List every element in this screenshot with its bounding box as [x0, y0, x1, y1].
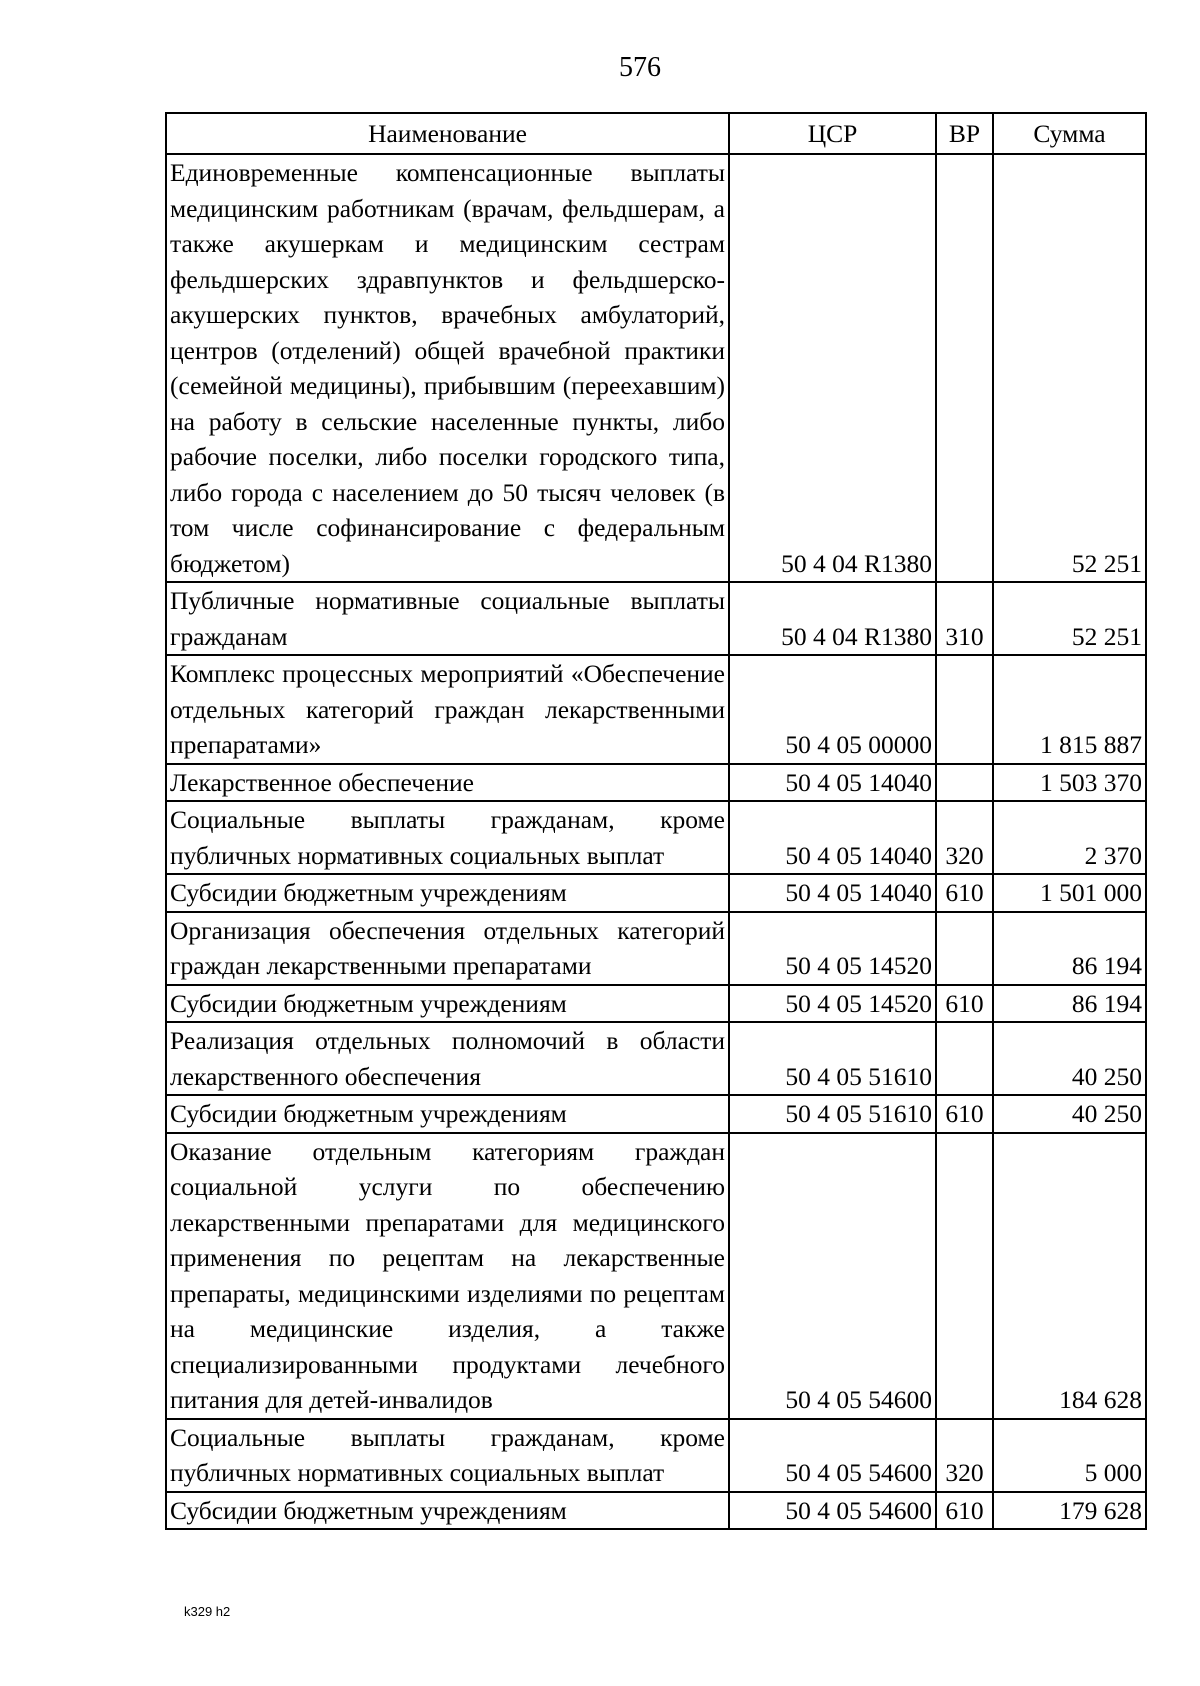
row-csr: 50 4 05 54600 — [729, 1492, 936, 1530]
row-name: Организация обеспечения отдельных категорий граждан лекарственными препаратами — [166, 912, 729, 985]
row-csr: 50 4 05 54600 — [729, 1419, 936, 1492]
row-name: Социальные выплаты гражданам, кроме публичных нормативных социальных выплат — [166, 801, 729, 874]
row-sum: 86 194 — [993, 985, 1146, 1023]
row-sum: 1 503 370 — [993, 764, 1146, 802]
row-vr: 610 — [936, 874, 993, 912]
table-row — [166, 154, 1146, 582]
footer-code: k329 h2 — [184, 1604, 231, 1619]
row-csr: 50 4 05 14520 — [729, 985, 936, 1023]
row-vr — [936, 1022, 993, 1095]
row-csr: 50 4 05 14040 — [729, 764, 936, 802]
row-sum: 52 251 — [993, 582, 1146, 655]
page-number: 576 — [619, 52, 661, 83]
table-row — [166, 801, 1146, 874]
row-sum: 1 815 887 — [993, 655, 1146, 764]
row-vr — [936, 912, 993, 985]
row-vr — [936, 1133, 993, 1419]
row-name: Субсидии бюджетным учреждениям — [166, 1095, 729, 1133]
row-name: Единовременные компенсационные выплаты медицинским работникам (врачам, фельдшерам, а также акушеркам и медицинским сестрам фельдшерских здравпунктов и фельдшерско-акушерских пунктов, врачебных амбулаторий, центров (отделений) общей врачебной практики (семейной медицины), прибывшим (переехавшим) на работу в сельские населенные пункты, либо рабочие поселки, либо поселки городского типа, либо города с населением до 50 тысяч человек (в том числе софинансирование с федеральным бюджетом) — [166, 154, 729, 582]
row-sum: 2 370 — [993, 801, 1146, 874]
row-csr: 50 4 05 14040 — [729, 874, 936, 912]
table-row — [166, 1419, 1146, 1492]
row-sum: 40 250 — [993, 1022, 1146, 1095]
table-row — [166, 874, 1146, 912]
row-name: Комплекс процессных мероприятий «Обеспечение отдельных категорий граждан лекарственными препаратами» — [166, 655, 729, 764]
row-sum: 179 628 — [993, 1492, 1146, 1530]
row-sum: 52 251 — [993, 154, 1146, 582]
row-sum: 40 250 — [993, 1095, 1146, 1133]
row-sum: 5 000 — [993, 1419, 1146, 1492]
row-csr: 50 4 05 14520 — [729, 912, 936, 985]
row-vr: 310 — [936, 582, 993, 655]
row-sum: 184 628 — [993, 1133, 1146, 1419]
table-row — [166, 1492, 1146, 1530]
row-csr: 50 4 04 R1380 — [729, 582, 936, 655]
header-vr: ВР — [936, 113, 993, 154]
table-row — [166, 764, 1146, 802]
row-vr — [936, 655, 993, 764]
table-row — [166, 655, 1146, 764]
header-csr: ЦСР — [729, 113, 936, 154]
row-name: Оказание отдельным категориям граждан социальной услуги по обеспечению лекарственными препаратами для медицинского применения по рецептам на лекарственные препараты, медицинскими изделиями по рецептам на медицинские изделия, а также специализированными продуктами лечебного питания для детей-инвалидов — [166, 1133, 729, 1419]
table-row — [166, 985, 1146, 1023]
table-header-row — [166, 113, 1146, 154]
row-name: Реализация отдельных полномочий в области лекарственного обеспечения — [166, 1022, 729, 1095]
budget-table — [165, 112, 1147, 1530]
row-csr: 50 4 05 51610 — [729, 1022, 936, 1095]
row-vr — [936, 154, 993, 582]
row-name: Субсидии бюджетным учреждениям — [166, 985, 729, 1023]
row-csr: 50 4 05 54600 — [729, 1133, 936, 1419]
table-row — [166, 1022, 1146, 1095]
row-vr: 610 — [936, 985, 993, 1023]
row-vr: 320 — [936, 801, 993, 874]
row-name: Субсидии бюджетным учреждениям — [166, 1492, 729, 1530]
row-csr: 50 4 05 00000 — [729, 655, 936, 764]
row-name: Субсидии бюджетным учреждениям — [166, 874, 729, 912]
row-csr: 50 4 05 14040 — [729, 801, 936, 874]
table-row — [166, 582, 1146, 655]
row-vr: 320 — [936, 1419, 993, 1492]
row-csr: 50 4 05 51610 — [729, 1095, 936, 1133]
row-csr: 50 4 04 R1380 — [729, 154, 936, 582]
table-row — [166, 912, 1146, 985]
header-sum: Сумма — [993, 113, 1146, 154]
row-name: Социальные выплаты гражданам, кроме публичных нормативных социальных выплат — [166, 1419, 729, 1492]
row-vr: 610 — [936, 1492, 993, 1530]
row-sum: 1 501 000 — [993, 874, 1146, 912]
row-vr — [936, 764, 993, 802]
table-row — [166, 1095, 1146, 1133]
table-row — [166, 1133, 1146, 1419]
row-name: Лекарственное обеспечение — [166, 764, 729, 802]
header-name: Наименование — [166, 113, 729, 154]
row-name: Публичные нормативные социальные выплаты гражданам — [166, 582, 729, 655]
row-sum: 86 194 — [993, 912, 1146, 985]
row-vr: 610 — [936, 1095, 993, 1133]
